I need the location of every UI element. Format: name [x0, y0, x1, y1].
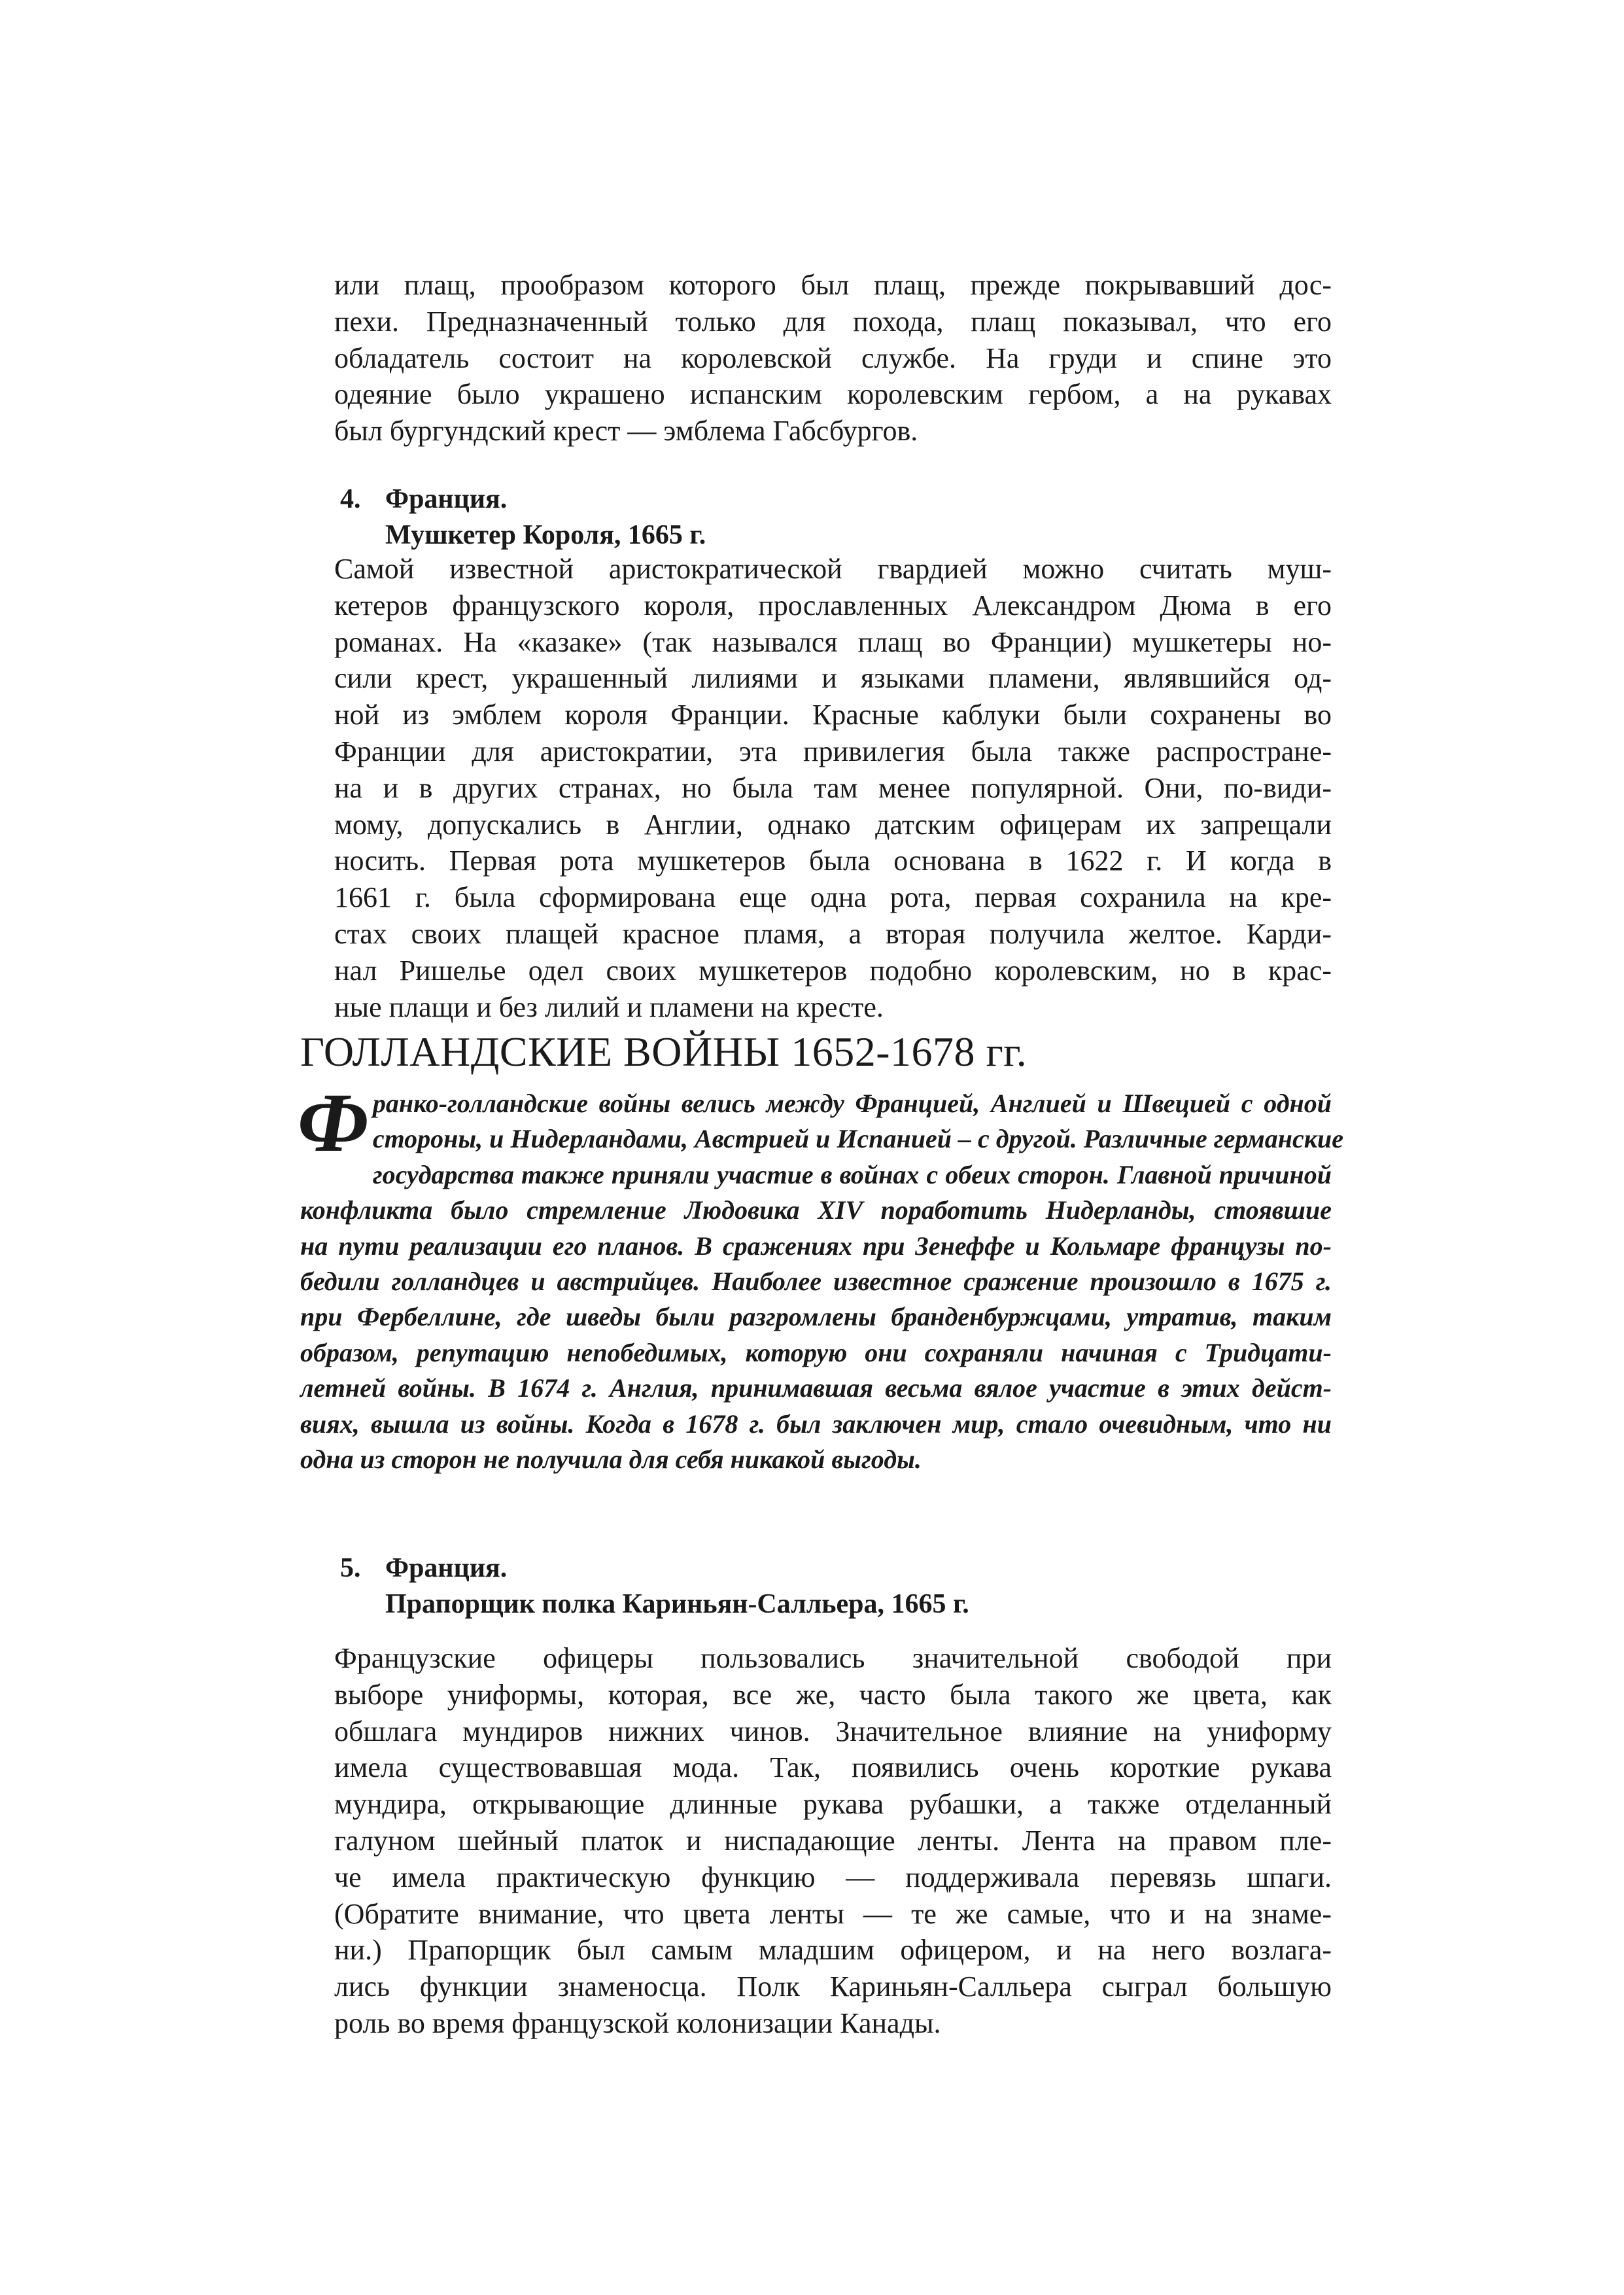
text-line: обшлага мундиров нижних чинов. Значительное влияние на униформу: [334, 1715, 1332, 1747]
text-line: государства также приняли участие в войнах с обеих сторон. Главной причиной: [372, 1159, 1332, 1189]
text-line: роль во время французской колонизации Канады.: [334, 2006, 941, 2039]
drop-cap: Ф: [298, 1076, 369, 1169]
text-line: образом, репутацию непобедимых, которую они сохраняли начиная с Тридцати-: [300, 1337, 1332, 1367]
text-line: на пути реализации его планов. В сражениях при Зенеффе и Кольмаре французы по-: [300, 1231, 1332, 1261]
text-line: был бургундский крест — эмблема Габсбургов.: [334, 415, 918, 447]
text-line: 1661 г. была сформирована еще одна рота, первая сохранила на кре-: [334, 881, 1332, 914]
heading-subtitle: Мушкетер Короля, 1665 г.: [385, 520, 706, 550]
text-line: носить. Первая рота мушкетеров была основана в 1622 г. И когда в: [334, 845, 1332, 877]
text-line: мундира, открывающие длинные рукава рубашки, а также отделанный: [334, 1788, 1332, 1821]
text-line: галуном шейный платок и ниспадающие ленты. Лента на правом пле-: [334, 1824, 1332, 1857]
text-line: летней войны. В 1674 г. Англия, принимавшая весьма вялое участие в этих дейст-: [300, 1373, 1332, 1403]
text-line: Франции для аристократии, эта привилегия была также распростране-: [334, 735, 1332, 767]
text-line: ни.) Прапорщик был самым младшим офицером, и на него возлага-: [334, 1934, 1332, 1967]
text-line: (Обратите внимание, что цвета ленты — те же самые, что и на знаме-: [334, 1897, 1332, 1930]
text-line: Французские офицеры пользовались значительной свободой при: [334, 1642, 1332, 1674]
paragraph-ensign: [334, 1640, 1332, 2042]
text-line: лись функции знаменосца. Полк Кариньян-Салльера сыграл большую: [334, 1971, 1332, 2003]
text-line: мому, допускались в Англии, однако датским офицерам их запрещали: [334, 808, 1332, 841]
text-line: стах своих плащей красное пламя, а вторая получила желтое. Карди-: [334, 917, 1332, 950]
text-line: одна из сторон не получила для себя никакой выгоды.: [300, 1445, 922, 1475]
section-title: ГОЛЛАНДСКИЕ ВОЙНЫ 1652-1678 гг.: [300, 1028, 1028, 1075]
text-line: или плащ, прообразом которого был плащ, прежде покрывавший дос-: [334, 269, 1332, 301]
heading-number: 4.: [340, 484, 361, 514]
text-line: романах. На «казаке» (так назывался плащ во Франции) мушкетеры но-: [334, 625, 1332, 658]
heading-country: Франция.: [385, 484, 508, 514]
text-line: при Фербеллине, где шведы были разгромлены бранденбуржцами, утратив, таким: [300, 1302, 1332, 1332]
section-intro: [298, 1076, 1343, 1477]
text-line: сили крест, украшенный лилиями и языками пламени, являвшийся од-: [334, 662, 1332, 695]
heading-4: [340, 482, 1338, 553]
text-line: ные плащи и без лилий и пламени на кресте.: [334, 990, 884, 1023]
text-line: обладатель состоит на королевской службе. На груди и спине это: [334, 342, 1332, 374]
text-line: одеяние было украшено испанским королевским гербом, а на рукавах: [334, 378, 1332, 411]
text-line: кетеров французского короля, прославленных Александром Дюма в его: [334, 589, 1332, 622]
text-line: конфликта было стремление Людовика XIV поработить Нидерланды, стоявшие: [300, 1195, 1332, 1225]
heading-country: Франция.: [385, 1553, 508, 1583]
text-line: пехи. Предназначенный только для похода, плащ показывал, что его: [334, 305, 1332, 338]
text-line: ранко-голландские войны велись между Францией, Англией и Швецией с одной: [372, 1089, 1332, 1118]
text-line: виях, вышла из войны. Когда в 1678 г. был заключен мир, стало очевидным, что ни: [300, 1409, 1332, 1439]
heading-subtitle: Прапорщик полка Кариньян-Салльера, 1665 г.: [385, 1589, 969, 1619]
paragraph-musketeers: [334, 551, 1332, 1025]
text-line: выборе униформы, которая, все же, часто была такого же цвета, как: [334, 1678, 1332, 1711]
text-line: бедили голландцев и австрийцев. Наиболее известное сражение произошло в 1675 г.: [300, 1267, 1332, 1297]
paragraph-cloak: [334, 267, 1332, 449]
heading-number: 5.: [340, 1553, 361, 1583]
text-line: на и в других странах, но была там менее популярной. Они, по-види-: [334, 771, 1332, 804]
text-line: стороны, и Нидерландами, Австрией и Испанией – с другой. Различные германские: [372, 1124, 1343, 1154]
text-line: ной из эмблем короля Франции. Красные каблуки были сохранены во: [334, 699, 1332, 731]
heading-5: [340, 1550, 1338, 1622]
text-line: че имела практическую функцию — поддерживала перевязь шпаги.: [334, 1861, 1332, 1893]
text-line: нал Ришелье одел своих мушкетеров подобно королевским, но в крас-: [334, 954, 1332, 987]
text-line: имела существовавшая мода. Так, появились очень короткие рукава: [334, 1751, 1332, 1784]
text-line: Самой известной аристократической гвардией можно считать муш-: [334, 553, 1332, 585]
